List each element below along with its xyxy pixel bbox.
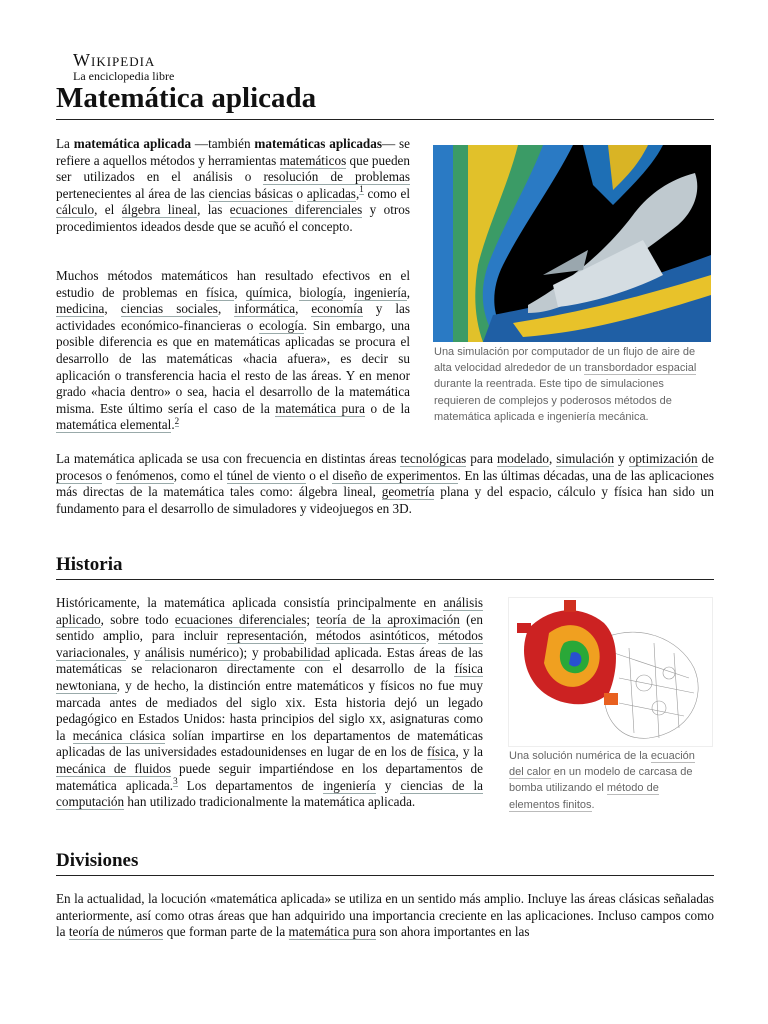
text-run: en un modelo de carcasa de bomba utilizando el [509,766,693,795]
logo-wordmark: Wikipedia [73,50,156,70]
text-run: o [102,467,116,483]
wiki-link[interactable]: métodos variacionales [56,628,483,660]
wiki-link[interactable]: ecuaciones diferenciales [174,611,307,627]
historia-paragraph [56,595,483,811]
wiki-link[interactable]: ciencias de la computación [56,777,484,810]
text-run: puede seguir impartiéndose en los departamentos de matemática aplicada. [56,760,483,793]
section-heading-divisiones: Divisiones [56,850,714,876]
text-run: , y de hecho, la distinción entre matemáticos y físicos no fue muy marcada antes de mediados del siglo xix. Esta historia dejó un legado pedagógico en Estados Unidos: hasta principios del siglo xx, asignaturas como la [56,677,483,743]
text-run: Una simulación por computador de un flujo de aire de alta velocidad alrededor de un [434,346,696,375]
wiki-link[interactable]: probabilidad [263,644,330,660]
text-run: Muchos métodos matemáticos han resultado efectivos en el estudio de problemas en [56,268,410,300]
wiki-link[interactable]: métodos asintóticos [316,628,427,644]
pump-casing-graphic [509,598,712,746]
intro-paragraph-2 [56,268,410,434]
text-run: La matemática aplicada se usa con frecuencia en distintas áreas [56,451,401,466]
wiki-link[interactable]: transbordador espacial [584,362,697,375]
text-run: Los departamentos de [177,777,323,793]
wiki-link[interactable]: cálculo [56,202,95,218]
wiki-link[interactable]: representación [226,628,304,644]
text-run: han utilizado tradicionalmente la matemática aplicada. [124,794,416,810]
text-run: , [406,284,411,300]
text-run: son ahora importantes en las [376,924,530,940]
wiki-link[interactable]: ciencias sociales [120,301,218,317]
wiki-link[interactable]: física newtoniana [56,661,483,693]
wiki-link[interactable]: ecología [259,317,304,333]
wiki-link[interactable]: ecuaciones diferenciales [229,202,363,218]
text-run: pertenecientes al área de las [56,185,209,201]
wiki-link[interactable]: túnel de viento [226,467,306,483]
wiki-link[interactable]: química [245,284,289,300]
text-run: . [171,417,175,433]
text-run: — se refiere a aquellos métodos y herramientas [56,136,410,168]
text-run: En la actualidad, la locución «matemática aplicada» se utiliza en un sentido más amplio. Incluye las áreas clásicas señaladas anteriormente, así como otras áreas que han adquirido una importancia creciente en las aplicaciones. Incluso campos como la [56,891,714,940]
wiki-link[interactable]: economía [311,301,363,317]
wiki-link[interactable]: modelado [496,451,549,466]
text-run: , sobre todo [100,611,175,627]
reference-marker [175,416,180,427]
text-run: . Sin embargo, una posible diferencia es que en matemáticas aplicadas se procura el desarrollo de las matemáticas «hacia afuera», es decir su aplicación o transferencia hacia el resto de las áreas. Y en menor grado «hacia dentro» o sea, hacia el desarrollo de la matemática misma. Este último sería el caso de la [56,317,410,416]
reference-link[interactable]: 1 [359,184,364,195]
text-run: Históricamente, la matemática aplicada consistía principalmente en [56,595,444,610]
text-run: , el [94,202,122,218]
space-shuttle-simulation-image[interactable] [433,145,711,342]
text-run: durante la reentrada. Este tipo de simulaciones requieren de complejos y poderosos métodos de matemática aplicada e ingeniería mecánica. [434,378,672,423]
text-run: y [614,451,629,466]
reference-link[interactable]: 2 [174,415,180,426]
text-run: , como el [173,467,227,483]
text-run: y las actividades económico-financieras o [56,301,411,333]
text-run: , [342,284,354,300]
reference-link[interactable]: 3 [173,776,178,787]
bold-term: matemática aplicada [73,136,192,151]
wiki-link[interactable]: procesos [56,467,103,483]
text-run: —también [191,136,255,151]
text-run: de [697,451,715,466]
wiki-link[interactable]: fenómenos [115,467,174,483]
intro-paragraph-1 [56,136,410,236]
wiki-link[interactable]: aplicadas [306,185,356,201]
page-title: Matemática aplicada [56,82,714,120]
divisiones-paragraph [56,891,714,941]
wiki-link[interactable]: matemática pura [288,924,377,940]
shuttle-flow-graphic [433,145,711,342]
text-run: que pueden ser utilizados en el análisis o [56,152,410,185]
wiki-link[interactable]: ciencias básicas [208,185,293,201]
text-run: , [234,284,246,300]
text-run: o [292,185,307,201]
text-run: . [591,798,595,811]
text-run: plana y del espacio, cálculo y física han sido un fundamento para el desarrollo de simuladores y videojuegos en 3D. [56,484,714,516]
text-run: o de la [364,400,410,416]
text-run: y otros procedimientos ideados desde que se acuñó el concepto. [56,202,410,234]
text-run: , [355,185,360,201]
text-run: , [426,628,439,644]
wiki-link[interactable]: simulación [556,451,615,466]
text-run: , [217,301,235,317]
wiki-link[interactable]: análisis numérico [145,644,240,660]
wiki-link[interactable]: resolución de problemas [263,169,410,185]
text-run: aplicada. Estas áreas de las matemáticas se relacionaron directamente con el desarrollo de la [56,644,483,677]
wiki-link[interactable]: matemática elemental [56,417,172,433]
intro-paragraph-3 [56,451,714,517]
text-run: , las [197,202,230,218]
text-run: , y la [455,744,483,760]
wiki-link[interactable]: método de elementos finitos [509,782,659,811]
text-run: , [549,451,557,466]
wiki-link[interactable]: diseño de experimentos [332,467,458,483]
wiki-link[interactable]: teoría de la aproximación [316,611,460,627]
figure-2-caption [509,748,709,813]
text-run: (en sentido amplio, para incluir [56,611,483,644]
heat-equation-fem-image[interactable] [508,597,713,747]
wiki-link[interactable]: física [205,284,235,300]
wikipedia-logo[interactable] [73,50,174,84]
text-run: ; [306,611,317,627]
text-run: solían impartirse en los departamentos de matemáticas aplicadas de las universidades estadounidenses en lugar de en los de [56,727,483,760]
text-run: y [375,777,401,793]
wiki-link[interactable]: optimización [628,451,698,466]
wiki-link[interactable]: ecuación del calor [509,750,695,779]
text-run: como el [363,185,410,201]
text-run: que forman parte de la [163,924,289,940]
wiki-link[interactable]: biología [299,284,343,300]
text-run: La [56,136,74,151]
wiki-link[interactable]: matemática pura [275,400,365,416]
wiki-link[interactable]: mecánica de fluidos [56,760,171,776]
wiki-link[interactable]: geometría [381,484,435,500]
text-run: para [466,451,497,466]
bold-term: matemáticas aplicadas [254,136,382,151]
wiki-link[interactable]: ingeniería [322,777,376,793]
text-run: , [104,301,121,317]
text-run: ); y [239,644,264,660]
text-run: , [288,284,300,300]
text-run: o el [305,467,333,483]
logo-tagline: La enciclopedia libre [73,69,175,83]
text-run: , [303,628,317,644]
wiki-link[interactable]: teoría de números [68,924,164,940]
text-run: Una solución numérica de la [509,750,651,762]
wiki-link[interactable]: tecnológicas [400,451,467,466]
text-run: , y [125,644,145,660]
text-run: . En las últimas décadas, una de las aplicaciones más directas de la matemática tales como: álgebra lineal, [56,467,715,500]
wiki-link[interactable]: álgebra lineal [121,202,198,218]
wiki-link[interactable]: informática [234,301,296,317]
text-run: , [295,301,312,317]
wiki-link[interactable]: matemáticos [279,152,347,168]
wiki-link[interactable]: física [426,744,456,760]
wiki-link[interactable]: análisis aplicado [56,595,483,627]
figure-1-caption [434,344,710,425]
wiki-link[interactable]: ingeniería [353,284,407,300]
wiki-link[interactable]: medicina [56,301,105,317]
section-heading-historia: Historia [56,554,714,580]
wiki-link[interactable]: mecánica clásica [72,727,166,743]
